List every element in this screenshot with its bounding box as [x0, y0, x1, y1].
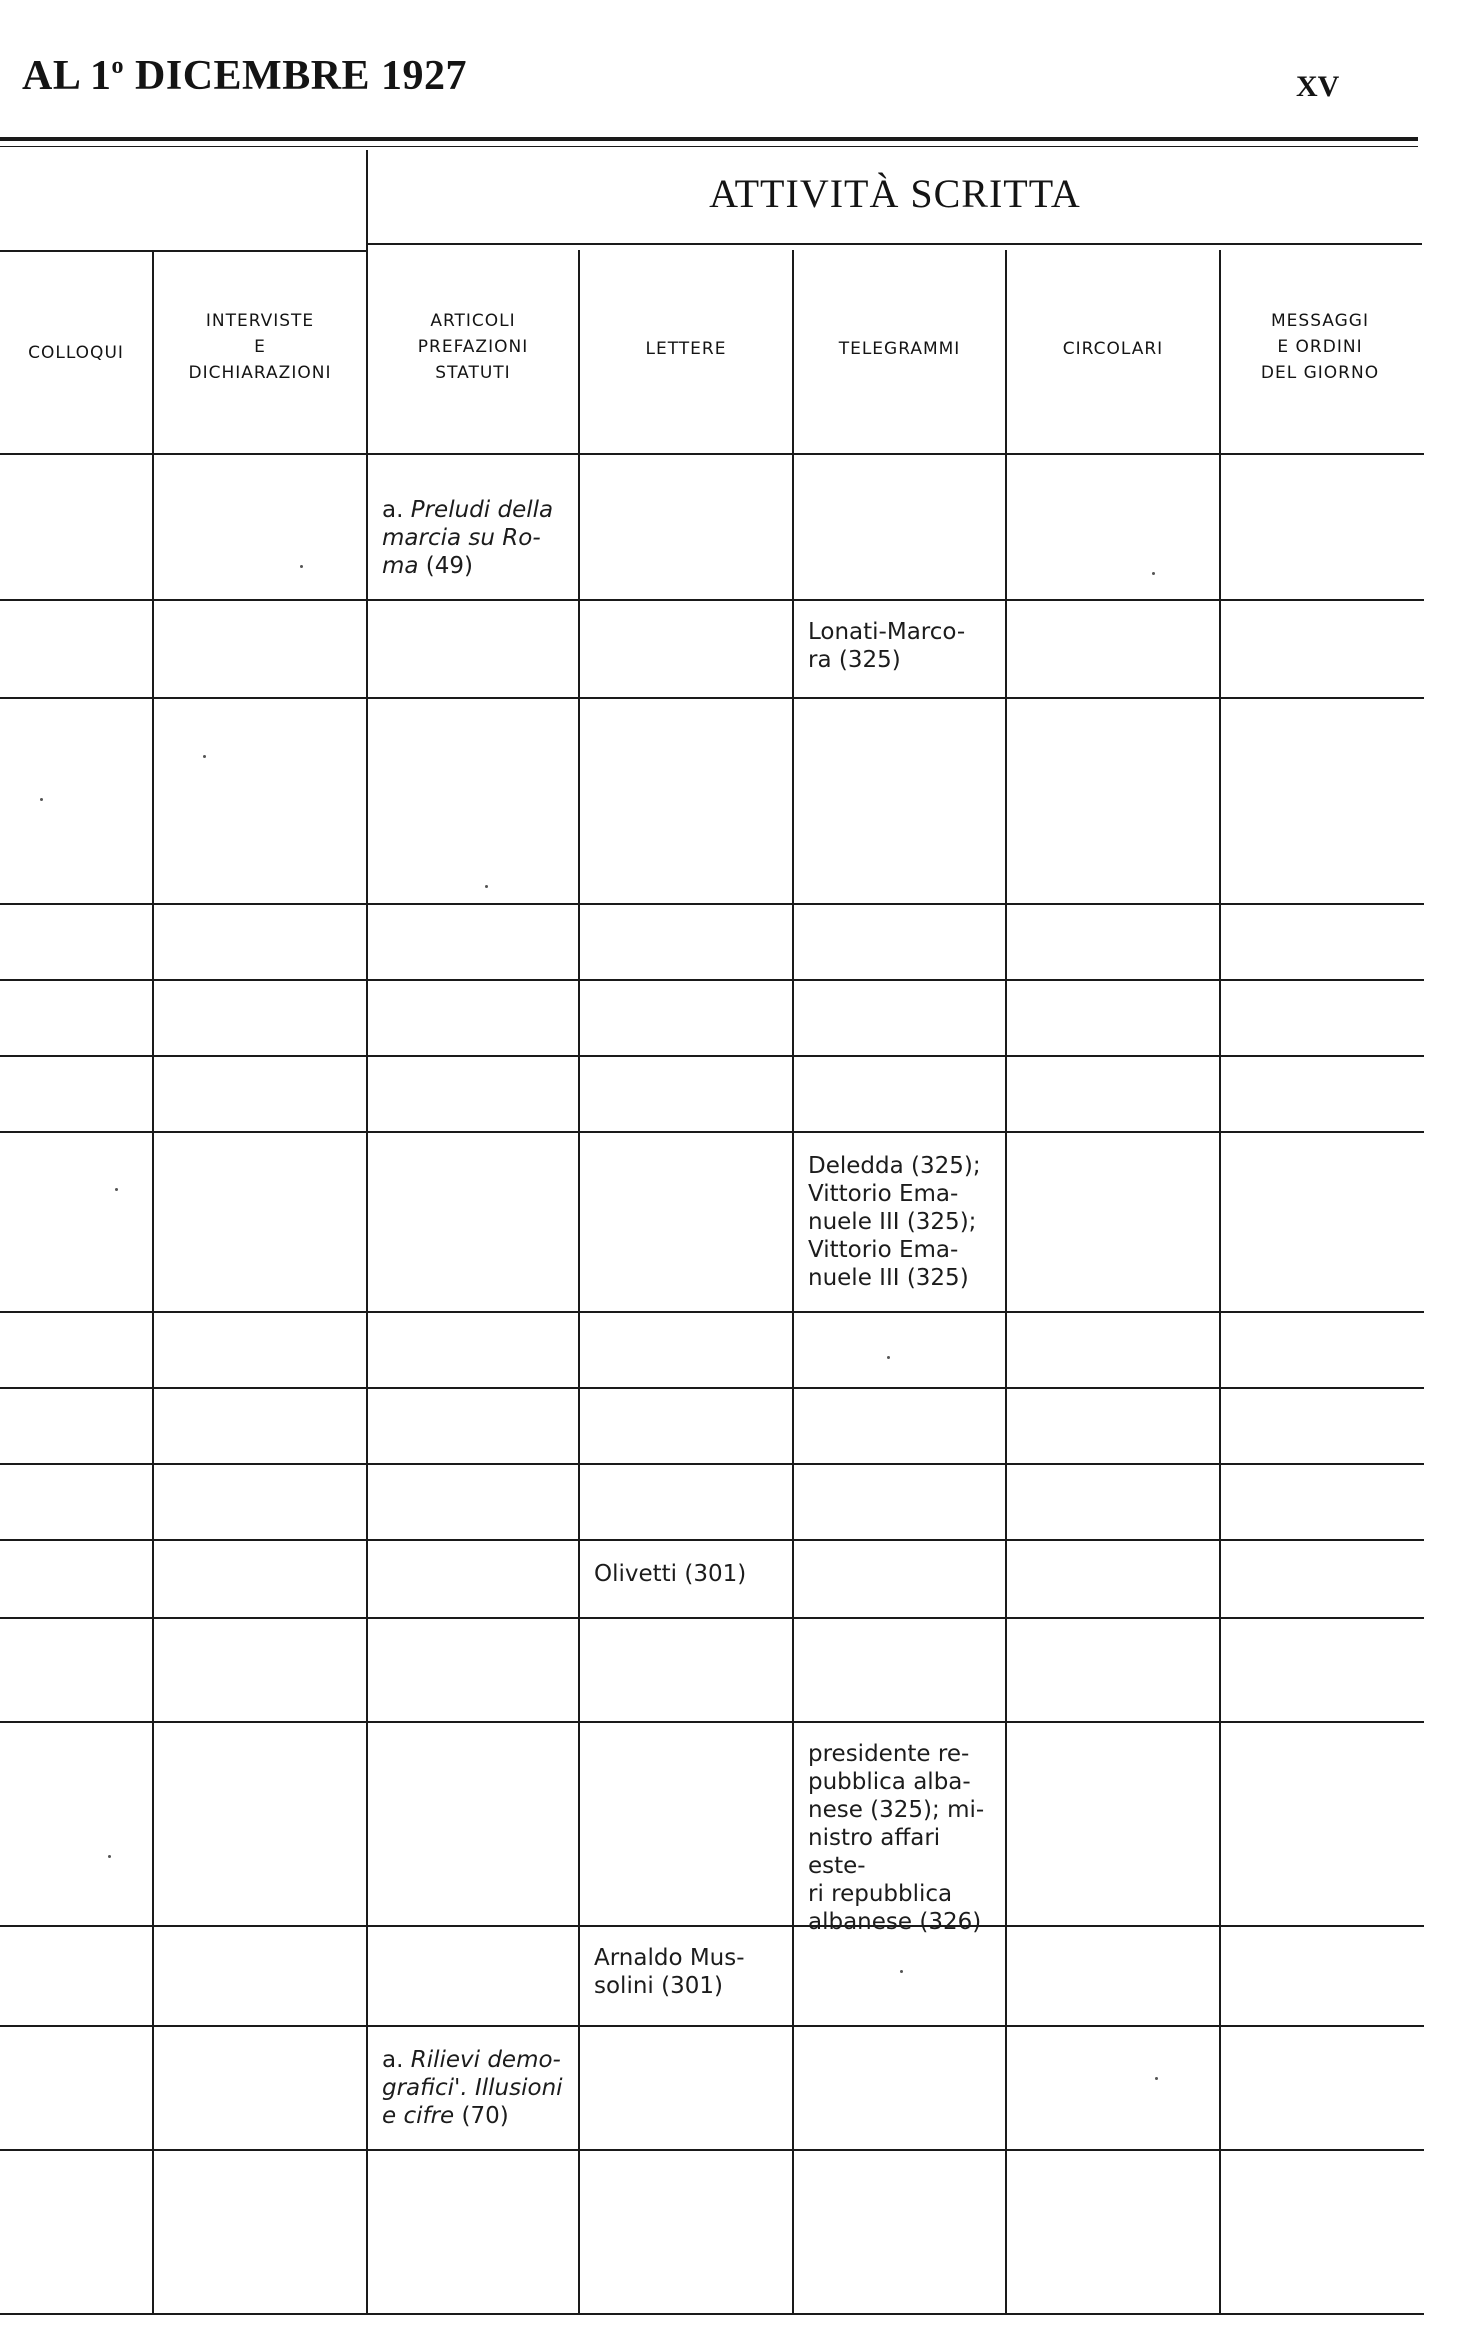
- scan-speck: [485, 885, 488, 888]
- column-header-telegrammi: TELEGRAMMI: [838, 339, 961, 359]
- row-divider: [0, 1925, 1424, 1927]
- row-divider: [0, 1311, 1424, 1313]
- column-divider: [366, 150, 368, 2315]
- row-divider: [0, 979, 1424, 981]
- top-rule: [0, 137, 1418, 141]
- column-divider: [152, 250, 154, 2315]
- column-divider: [578, 250, 580, 2315]
- row-divider: [0, 1539, 1424, 1541]
- row-divider: [0, 1617, 1424, 1619]
- column-divider: [792, 250, 794, 2315]
- entry-telegrammi-albania: presidente re- pubblica alba- nese (325); mi- nistro affari este- ri repubblica albanese (326): [808, 1741, 985, 1935]
- entry-articoli-preludi: a. Preludi della marcia su Ro- ma (49): [382, 497, 554, 579]
- column-header-interviste: INTERVISTE E DICHIARAZIONI: [188, 311, 332, 383]
- row-divider: [0, 1463, 1424, 1465]
- row-divider: [0, 903, 1424, 905]
- entry-telegrammi-lonati: Lonati-Marco- ra (325): [808, 619, 966, 673]
- section-title-rule: [368, 243, 1422, 245]
- column-header-circolari: CIRCOLARI: [1062, 339, 1164, 359]
- page-title: [22, 52, 467, 100]
- column-header-colloqui: COLLOQUI: [28, 343, 124, 363]
- entry-telegrammi-deledda: Deledda (325); Vittorio Ema- nuele III (325); Vittorio Ema- nuele III (325): [808, 1153, 981, 1291]
- title-date: DICEMBRE 1927: [124, 53, 468, 99]
- scan-speck: [115, 1188, 118, 1191]
- scan-speck: [1152, 572, 1155, 575]
- row-divider: [0, 2313, 1424, 2315]
- entry-lettere-olivetti: Olivetti (301): [594, 1561, 747, 1587]
- top-rule-thin: [0, 146, 1418, 147]
- scan-speck: [1155, 2077, 1158, 2080]
- section-title: ATTIVITÀ SCRITTA: [709, 171, 1081, 216]
- row-divider: [0, 1055, 1424, 1057]
- scan-speck: [900, 1970, 903, 1973]
- row-divider: [0, 1721, 1424, 1723]
- entry-articoli-rilievi: a. Rilievi demo- grafici'. Illusioni e cifre (70): [382, 2047, 563, 2129]
- row-divider: [0, 2025, 1424, 2027]
- row-divider: [0, 1131, 1424, 1133]
- title-prefix: AL 1: [22, 53, 112, 99]
- row-divider: [0, 1387, 1424, 1389]
- column-divider: [1005, 250, 1007, 2315]
- entry-lettere-arnaldo: Arnaldo Mus- solini (301): [594, 1945, 745, 1999]
- title-ordinal: o: [111, 53, 125, 79]
- row-divider: [0, 697, 1424, 699]
- column-header-articoli: ARTICOLI PREFAZIONI STATUTI: [417, 311, 529, 383]
- column-header-messaggi: MESSAGGI E ORDINI DEL GIORNO: [1260, 311, 1380, 383]
- page-number: XV: [1296, 70, 1340, 103]
- scan-speck: [887, 1356, 890, 1359]
- row-divider: [0, 453, 1424, 455]
- column-divider: [1219, 250, 1221, 2315]
- scan-speck: [203, 755, 206, 758]
- scan-speck: [40, 798, 43, 801]
- row-divider: [0, 2149, 1424, 2151]
- scan-speck: [300, 565, 303, 568]
- scan-speck: [108, 1855, 111, 1858]
- left-header-rule: [0, 250, 366, 252]
- row-divider: [0, 599, 1424, 601]
- column-header-lettere: LETTERE: [645, 339, 727, 359]
